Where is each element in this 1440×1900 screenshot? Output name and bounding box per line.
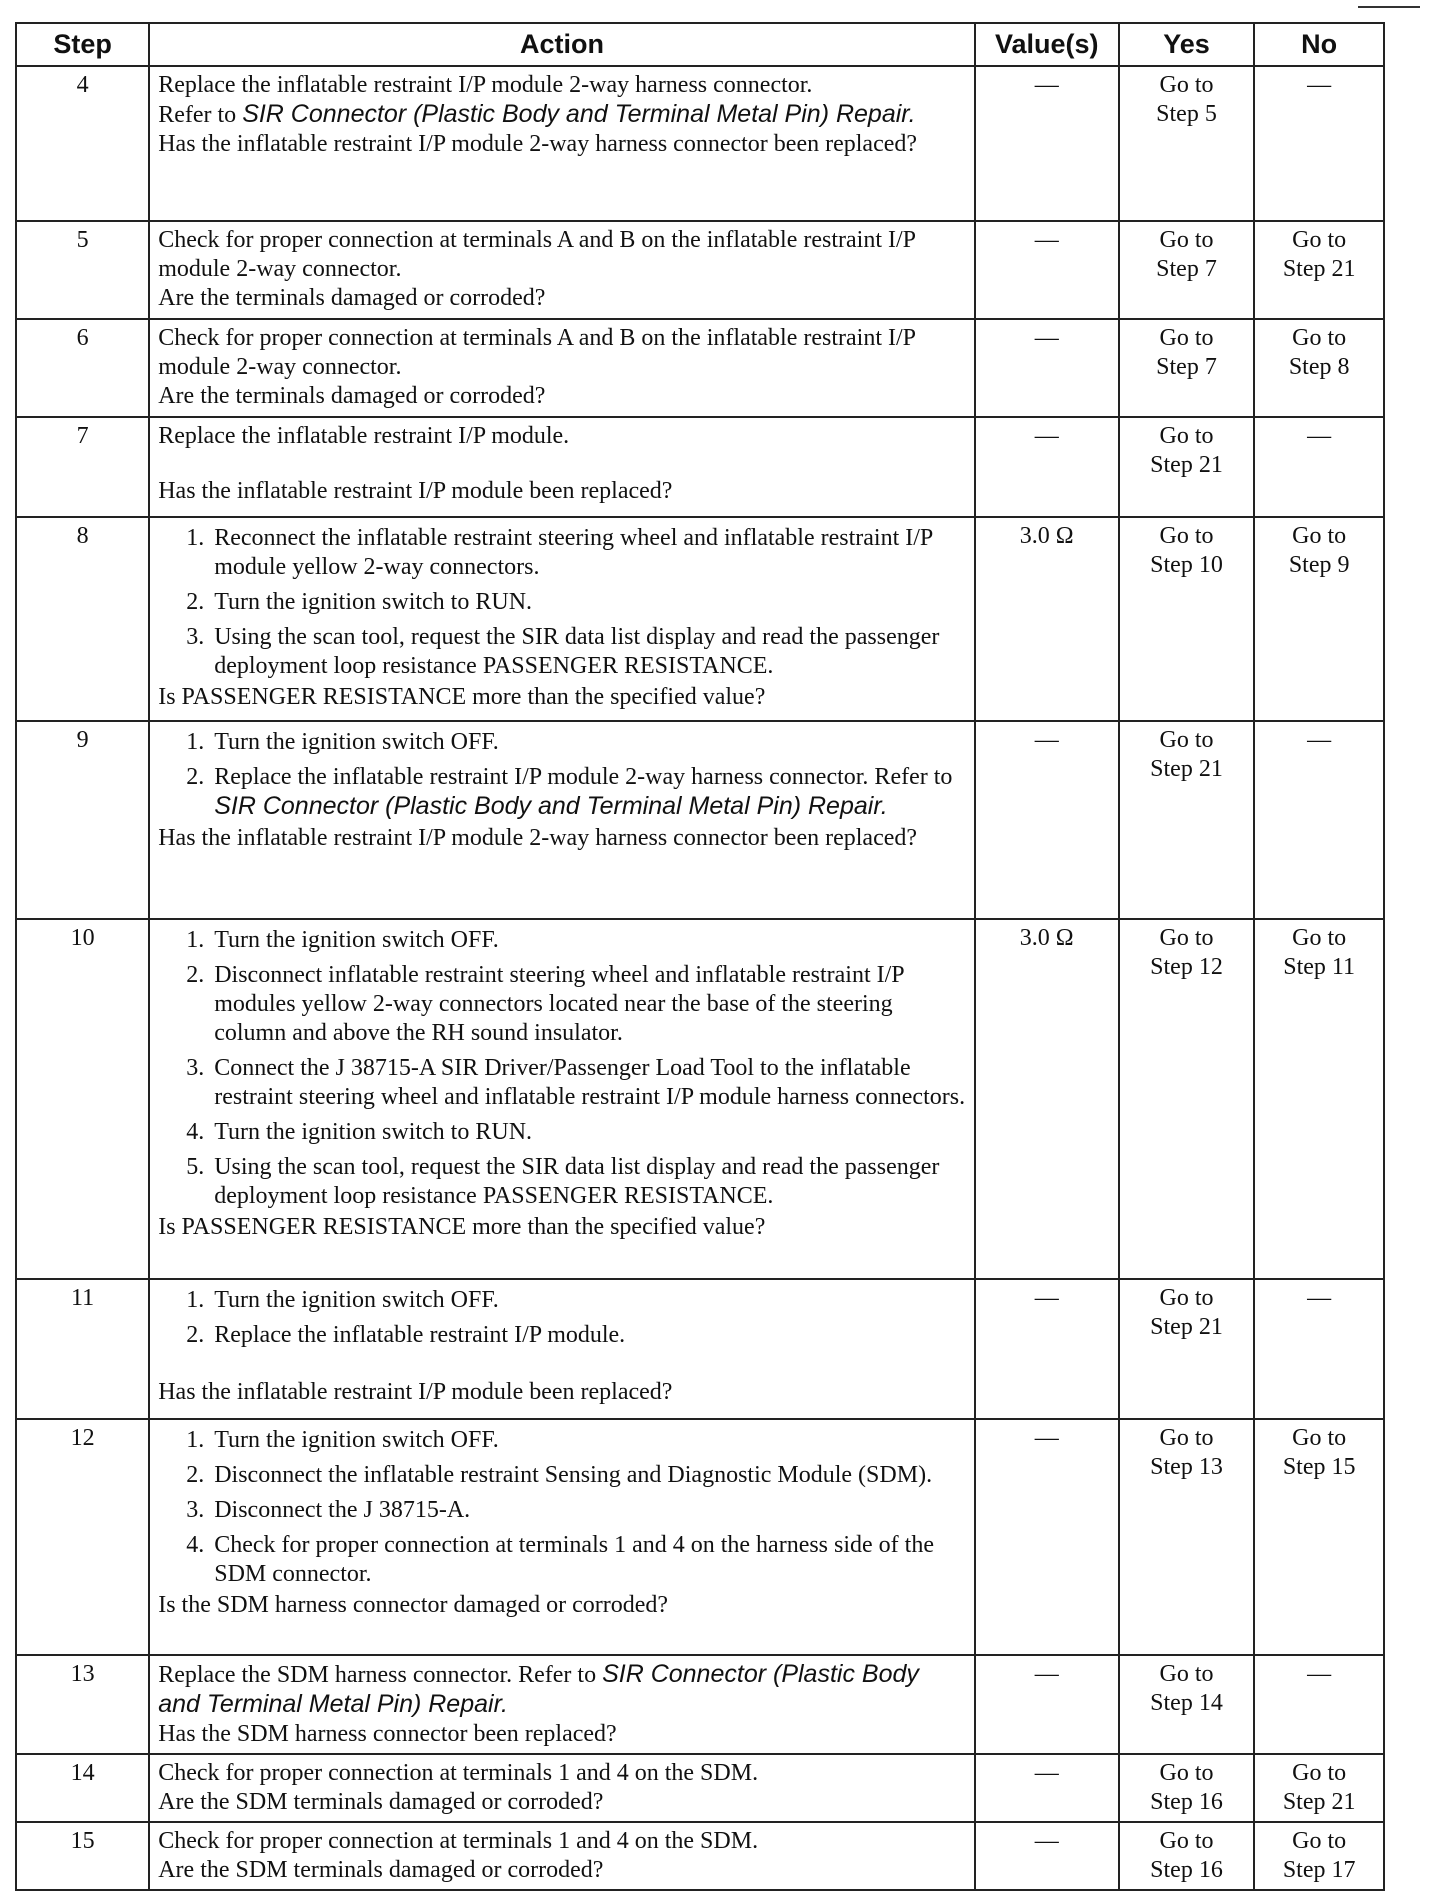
yes-cell: Go to Step 12 bbox=[1119, 919, 1255, 1279]
refer-text: Refer to bbox=[158, 102, 237, 128]
list-item: 2. Disconnect the inflatable restraint Sensing and Diagnostic Module (SDM). bbox=[210, 1461, 966, 1490]
step-number: 7 bbox=[16, 417, 149, 517]
no-cell: Go to Step 21 bbox=[1254, 1754, 1384, 1822]
step-number: 13 bbox=[16, 1655, 149, 1754]
list-item: 1. Turn the ignition switch OFF. bbox=[210, 1286, 966, 1315]
list-item: 3. Connect the J 38715-A SIR Driver/Passenger Load Tool to the inflatable restraint steering wheel and inflatable restraint I/P module harness connectors. bbox=[210, 1054, 966, 1112]
yes-cell: Go to Step 7 bbox=[1119, 319, 1255, 417]
action-cell bbox=[149, 1822, 975, 1890]
yes-cell: Go to Step 7 bbox=[1119, 221, 1255, 319]
action-text: Replace the SDM harness connector. Refer to bbox=[158, 1662, 597, 1688]
table-row bbox=[16, 1655, 1384, 1754]
table-row bbox=[16, 319, 1384, 417]
action-question: Has the inflatable restraint I/P module been replaced? bbox=[158, 1379, 673, 1405]
action-question: Has the inflatable restraint I/P module been replaced? bbox=[158, 478, 673, 504]
no-cell: Go to Step 9 bbox=[1254, 517, 1384, 721]
list-item: 4. Turn the ignition switch to RUN. bbox=[210, 1118, 966, 1147]
no-cell: Go to Step 15 bbox=[1254, 1419, 1384, 1655]
action-cell bbox=[149, 319, 975, 417]
header-no: No bbox=[1254, 23, 1384, 66]
header-row bbox=[16, 23, 1384, 66]
action-text: Check for proper connection at terminals A and B on the inflatable restraint I/P module 2-way connector. bbox=[158, 325, 916, 380]
spacer bbox=[158, 1352, 966, 1378]
value-cell: 3.0 Ω bbox=[975, 517, 1119, 721]
list-item: 2. Disconnect inflatable restraint steering wheel and inflatable restraint I/P modules yellow 2-way connectors located near the base of the steering column and above the RH sound insulator. bbox=[210, 961, 966, 1048]
action-question: Are the SDM terminals damaged or corroded? bbox=[158, 1789, 604, 1815]
table-row bbox=[16, 1419, 1384, 1655]
action-cell bbox=[149, 517, 975, 721]
action-cell bbox=[149, 221, 975, 319]
action-question: Are the SDM terminals damaged or corroded? bbox=[158, 1857, 604, 1883]
repair-reference: SIR Connector (Plastic Body and Terminal Metal Pin) Repair. bbox=[158, 1660, 919, 1718]
action-text: Check for proper connection at terminals 1 and 4 on the SDM. bbox=[158, 1828, 759, 1854]
no-cell: — bbox=[1254, 1279, 1384, 1419]
header-action: Action bbox=[149, 23, 975, 66]
top-rule bbox=[1358, 6, 1420, 8]
step-number: 9 bbox=[16, 721, 149, 919]
value-cell: — bbox=[975, 1419, 1119, 1655]
step-number: 10 bbox=[16, 919, 149, 1279]
action-steps-list bbox=[158, 1426, 966, 1589]
action-cell bbox=[149, 919, 975, 1279]
table-row bbox=[16, 1279, 1384, 1419]
list-item-text: Replace the inflatable restraint I/P module 2-way harness connector. Refer to bbox=[214, 764, 953, 790]
value-cell: — bbox=[975, 319, 1119, 417]
step-number: 12 bbox=[16, 1419, 149, 1655]
yes-cell: Go to Step 10 bbox=[1119, 517, 1255, 721]
action-steps-list bbox=[158, 926, 966, 1211]
value-cell: — bbox=[975, 1655, 1119, 1754]
list-item: 3. Using the scan tool, request the SIR data list display and read the passenger deployment loop resistance PASSENGER RESISTANCE. bbox=[210, 623, 966, 681]
spacer bbox=[158, 451, 966, 477]
table-row bbox=[16, 221, 1384, 319]
list-item: 1. Turn the ignition switch OFF. bbox=[210, 728, 966, 757]
list-item: 1. Turn the ignition switch OFF. bbox=[210, 926, 966, 955]
value-cell: — bbox=[975, 721, 1119, 919]
value-cell: — bbox=[975, 66, 1119, 221]
action-question: Is the SDM harness connector damaged or corroded? bbox=[158, 1592, 669, 1618]
table-row bbox=[16, 1822, 1384, 1890]
step-number: 15 bbox=[16, 1822, 149, 1890]
table-row bbox=[16, 1754, 1384, 1822]
list-item: 5. Using the scan tool, request the SIR data list display and read the passenger deployment loop resistance PASSENGER RESISTANCE. bbox=[210, 1153, 966, 1211]
step-number: 6 bbox=[16, 319, 149, 417]
list-item bbox=[210, 763, 966, 822]
action-question: Is PASSENGER RESISTANCE more than the specified value? bbox=[158, 684, 766, 710]
no-cell: — bbox=[1254, 417, 1384, 517]
action-question: Has the inflatable restraint I/P module 2-way harness connector been replaced? bbox=[158, 131, 918, 157]
action-question: Is PASSENGER RESISTANCE more than the specified value? bbox=[158, 1214, 766, 1240]
table-row bbox=[16, 417, 1384, 517]
action-cell bbox=[149, 721, 975, 919]
yes-cell: Go to Step 5 bbox=[1119, 66, 1255, 221]
value-cell: — bbox=[975, 417, 1119, 517]
value-cell: — bbox=[975, 221, 1119, 319]
action-text: Check for proper connection at terminals 1 and 4 on the SDM. bbox=[158, 1760, 759, 1786]
yes-cell: Go to Step 14 bbox=[1119, 1655, 1255, 1754]
diagnostic-table bbox=[15, 22, 1385, 1891]
value-cell: 3.0 Ω bbox=[975, 919, 1119, 1279]
no-cell: Go to Step 8 bbox=[1254, 319, 1384, 417]
step-number: 4 bbox=[16, 66, 149, 221]
list-item: 2. Replace the inflatable restraint I/P module. bbox=[210, 1321, 966, 1350]
action-steps-list bbox=[158, 1286, 966, 1350]
repair-reference: SIR Connector (Plastic Body and Terminal Metal Pin) Repair. bbox=[214, 792, 888, 820]
action-question: Has the SDM harness connector been replaced? bbox=[158, 1721, 617, 1747]
action-cell bbox=[149, 417, 975, 517]
value-cell: — bbox=[975, 1754, 1119, 1822]
action-cell bbox=[149, 1655, 975, 1754]
action-cell bbox=[149, 1279, 975, 1419]
step-number: 8 bbox=[16, 517, 149, 721]
list-item: 4. Check for proper connection at terminals 1 and 4 on the harness side of the SDM connector. bbox=[210, 1531, 966, 1589]
yes-cell: Go to Step 16 bbox=[1119, 1822, 1255, 1890]
action-steps-list bbox=[158, 524, 966, 681]
no-cell: — bbox=[1254, 721, 1384, 919]
repair-reference: SIR Connector (Plastic Body and Terminal Metal Pin) Repair. bbox=[242, 100, 916, 128]
action-cell bbox=[149, 1754, 975, 1822]
step-number: 14 bbox=[16, 1754, 149, 1822]
header-yes: Yes bbox=[1119, 23, 1255, 66]
no-cell: Go to Step 21 bbox=[1254, 221, 1384, 319]
list-item: 1. Reconnect the inflatable restraint steering wheel and inflatable restraint I/P module yellow 2-way connectors. bbox=[210, 524, 966, 582]
action-text: Check for proper connection at terminals A and B on the inflatable restraint I/P module 2-way connector. bbox=[158, 227, 916, 282]
yes-cell: Go to Step 21 bbox=[1119, 417, 1255, 517]
yes-cell: Go to Step 21 bbox=[1119, 721, 1255, 919]
step-number: 11 bbox=[16, 1279, 149, 1419]
table-row bbox=[16, 517, 1384, 721]
table-row bbox=[16, 919, 1384, 1279]
action-cell bbox=[149, 66, 975, 221]
header-step: Step bbox=[16, 23, 149, 66]
action-steps-list bbox=[158, 728, 966, 822]
action-question: Are the terminals damaged or corroded? bbox=[158, 383, 546, 409]
value-cell: — bbox=[975, 1822, 1119, 1890]
step-number: 5 bbox=[16, 221, 149, 319]
yes-cell: Go to Step 13 bbox=[1119, 1419, 1255, 1655]
action-text: Replace the inflatable restraint I/P module 2-way harness connector. bbox=[158, 72, 813, 98]
yes-cell: Go to Step 16 bbox=[1119, 1754, 1255, 1822]
no-cell: Go to Step 17 bbox=[1254, 1822, 1384, 1890]
action-cell bbox=[149, 1419, 975, 1655]
list-item: 1. Turn the ignition switch OFF. bbox=[210, 1426, 966, 1455]
no-cell: — bbox=[1254, 66, 1384, 221]
value-cell: — bbox=[975, 1279, 1119, 1419]
no-cell: Go to Step 11 bbox=[1254, 919, 1384, 1279]
table-row bbox=[16, 721, 1384, 919]
header-values: Value(s) bbox=[975, 23, 1119, 66]
table-row bbox=[16, 66, 1384, 221]
no-cell: — bbox=[1254, 1655, 1384, 1754]
action-question: Has the inflatable restraint I/P module 2-way harness connector been replaced? bbox=[158, 825, 918, 851]
list-item: 3. Disconnect the J 38715-A. bbox=[210, 1496, 966, 1525]
yes-cell: Go to Step 21 bbox=[1119, 1279, 1255, 1419]
action-text: Replace the inflatable restraint I/P module. bbox=[158, 423, 570, 449]
list-item: 2. Turn the ignition switch to RUN. bbox=[210, 588, 966, 617]
action-question: Are the terminals damaged or corroded? bbox=[158, 285, 546, 311]
